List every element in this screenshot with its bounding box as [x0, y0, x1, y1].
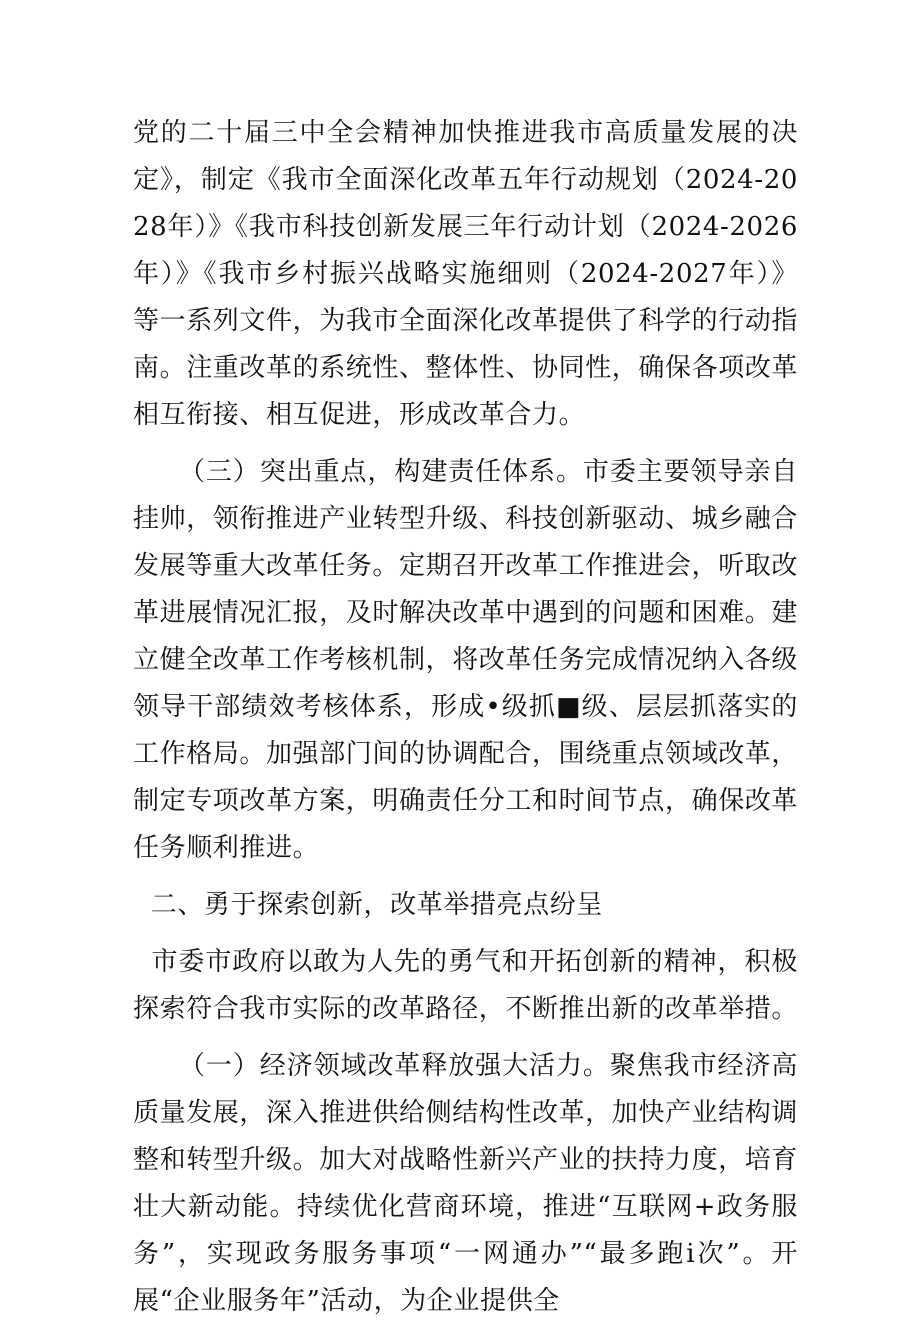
- paragraph-indent: [133, 890, 151, 920]
- paragraph-economy: [133, 1043, 798, 1325]
- heading-text: 二、勇于探索创新，改革举措亮点纷呈: [150, 890, 603, 920]
- paragraph-intro: [133, 939, 798, 1033]
- paragraph-gap: [133, 872, 798, 882]
- paragraph-indent: [133, 1051, 179, 1081]
- paragraph-indent: [133, 457, 179, 487]
- section-heading: [133, 882, 798, 929]
- paragraph-text: （三）突出重点，构建责任体系。市委主要领导亲自挂帅，领衔推进产业转型升级、科技创新驱动、城乡融合发展等重大改革任务。定期召开改革工作推进会，听取改革进展情况汇报，及时解决改革中遇到的问题和困难。建立健全改革工作考核机制，将改革任务完成情况纳入各级领导干部绩效考核体系，形成•级抓■级、层层抓落实的工作格局。加强部门间的协调配合，围绕重点领域改革，制定专项改革方案，明确责任分工和时间节点，确保改革任务顺利推进。: [133, 457, 799, 863]
- paragraph-text: （一）经济领域改革释放强大活力。聚焦我市经济高质量发展，深入推进供给侧结构性改革，加快产业结构调整和转型升级。加大对战略性新兴产业的扶持力度，培育壮大新动能。持续优化营商环境，推进“互联网+政务服务”，实现政务服务事项“一网通办”“最多跑i次”。开展“企业服务年”活动，为企业提供全: [133, 1051, 799, 1316]
- paragraph-gap: [133, 929, 798, 939]
- paragraph-responsibility: [133, 449, 798, 872]
- paragraph-gap: [133, 1033, 798, 1043]
- paragraph-plans: [133, 110, 798, 439]
- paragraph-gap: [133, 439, 798, 449]
- document-body: [133, 110, 798, 1325]
- paragraph-text: 市委市政府以敢为人先的勇气和开拓创新的精神，积极探索符合我市实际的改革路径，不断推出新的改革举措。: [133, 947, 799, 1024]
- paragraph-indent: [133, 947, 151, 977]
- paragraph-text: 党的二十届三中全会精神加快推进我市高质量发展的决定》，制定《我市全面深化改革五年行动规划（2024-2028年）》《我市科技创新发展三年行动计划（2024-2026年）》《我市乡村振兴战略实施细则（2024-2027年）》等一系列文件，为我市全面深化改革提供了科学的行动指南。注重改革的系统性、整体性、协同性，确保各项改革相互衔接、相互促进，形成改革合力。: [133, 118, 799, 430]
